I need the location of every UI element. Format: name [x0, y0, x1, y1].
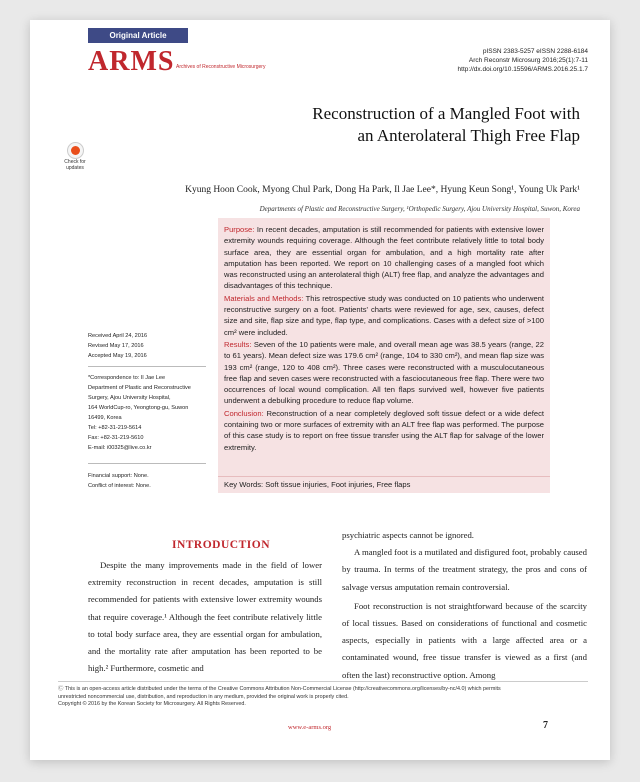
purpose-text: In recent decades, amputation is still recommended for patients with extensive lower extremity wounds requiring coverage. Although the feet contribute relatively little to total body surface area, they are essential organ for ambulation, and a high mortality rate after amputation has been reported. We report on 10 challenging cases of a mangled foot which was reconstructed using an anterolateral thigh (ALT) free flap, and analyze the advantages and disadvantages of this technique.: [224, 225, 544, 291]
methods-text: This retrospective study was conducted on 10 patients who underwent reconstructive surgery on a foot. Patients' charts were reviewed for age, sex, causes, defect size and site, flap size and type, flap type, and complications. Cases with a defect size of >100 cm² were included.: [224, 293, 544, 337]
sidebar-divider: [88, 463, 206, 464]
abstract-results: [224, 339, 544, 407]
results-text: Seven of the 10 patients were male, and overall mean age was 38.5 years (range, 22 to 61 years). Mean defect size was 179.6 cm² (range, 104 to 330 cm²), and mean flap size was 193 cm² (range, 120 to 408 cm²). Three cases were reconstructed with a musculocutaneous free flap and seven cases were reconstructed with a fasciocutaneous free flap. There were two occurrences of local wound complication. All ten flaps survived well, however five patients underwent a debulking procedure to reduce flap volume.: [224, 339, 544, 406]
correspondence-block: [88, 373, 191, 453]
keywords-text: Soft tissue injuries, Foot injuries, Free flaps: [265, 480, 411, 489]
correspondence-line: Surgery, Ajou University Hospital,: [88, 395, 171, 401]
introduction-heading: INTRODUCTION: [171, 539, 270, 551]
license-footnote: [58, 681, 588, 709]
conflict-of-interest: Conflict of interest: None.: [88, 483, 151, 489]
conclusion-text: Reconstruction of a near completely degloved soft tissue defect or a wide defect containing two or more surfaces of extremity with an ALT free flap was performed. The purpose of this case study is to report on free tissue transfer using the ALT flap for salvage of the lower extremity.: [224, 408, 544, 452]
accepted-date: Accepted May 19, 2016: [88, 353, 147, 359]
abstract-methods: [224, 293, 544, 338]
correspondence-email[interactable]: E-mail: i00325@live.co.kr: [88, 445, 152, 451]
purpose-label: Purpose:: [224, 225, 255, 234]
paragraph: Despite the many improvements made in the field of lower extremity reconstruction in recent decades, amputation is still recommended for patients with extensive lower extremity wounds that require coverage.¹ Although the feet contribute relatively little to total body surface area, they are essential organ for ambulation, and the mortality rate after amputation has been reported to be high.² Furthermore, cosmetic and: [88, 560, 322, 674]
abstract-box: [218, 218, 550, 493]
results-label: Results:: [224, 339, 252, 349]
title-line-2: an Anterolateral Thigh Free Flap: [357, 126, 580, 145]
body-column-left: [88, 557, 322, 677]
article-type-badge: Original Article: [88, 28, 188, 43]
keywords-box: [218, 476, 550, 493]
methods-label: Materials and Methods:: [224, 293, 304, 303]
check-for-updates-button[interactable]: [58, 142, 92, 176]
license-line: unrestricted noncommercial use, distribution, and reproduction in any medium, provided the original work is properly cited.: [58, 693, 349, 700]
sidebar-divider: [88, 366, 206, 367]
paragraph: A mangled foot is a mutilated and disfigured foot, probably caused by trauma. In terms of the treatment strategy, the pros and cons of salvage versus amputation remain controversial.: [342, 547, 587, 592]
crossmark-icon: [67, 142, 84, 159]
correspondence-author: *Correspondence to: Il Jae Lee: [88, 375, 166, 381]
article-page: [30, 20, 610, 760]
correspondence-line: Department of Plastic and Reconstructive: [88, 385, 191, 391]
paragraph: psychiatric aspects cannot be ignored.: [342, 530, 474, 540]
author-list: Kyung Hoon Cook, Myong Chul Park, Dong Ha Park, Il Jae Lee*, Hyung Keun Song¹, Young Uk Park¹: [185, 185, 580, 195]
revised-date: Revised May 17, 2016: [88, 343, 144, 349]
correspondence-line: 164 WorldCup-ro, Yeongtong-gu, Suwon: [88, 405, 189, 411]
financial-support: Financial support: None.: [88, 473, 149, 479]
doi-link[interactable]: http://dx.doi.org/10.15596/ARMS.2016.25.1.7: [457, 66, 588, 73]
article-title: [220, 103, 580, 147]
funding-block: [88, 471, 151, 491]
issn: pISSN 2383-5257 eISSN 2288-6184: [482, 48, 588, 55]
affiliations: Departments of Plastic and Reconstructive Surgery, ¹Orthopedic Surgery, Ajou University Hospital, Suwon, Korea: [259, 205, 580, 213]
article-dates: [88, 331, 147, 361]
journal-logo: ARMS: [88, 46, 175, 77]
journal-full-name: Archives of Reconstructive Microsurgery: [176, 64, 266, 70]
citation-block: [458, 47, 588, 74]
correspondence-fax: Fax: +82-31-219-5610: [88, 435, 144, 441]
abstract-conclusion: [224, 408, 544, 453]
license-line: Ⓒ This is an open-access article distributed under the terms of the Creative Commons Attribution Non-Commercial License (http://creativecommons.org/licenses/by-nc/4.0) which permits: [58, 686, 501, 692]
body-column-right: [342, 527, 587, 684]
received-date: Received April 24, 2016: [88, 333, 148, 339]
check-for-updates-label: Check for updates: [64, 159, 86, 171]
page-number: 7: [543, 720, 548, 731]
title-line-1: Reconstruction of a Mangled Foot with: [312, 104, 580, 123]
conclusion-label: Conclusion:: [224, 408, 264, 418]
keywords-label: Key Words:: [224, 480, 264, 489]
journal-website-link[interactable]: www.e-arms.org: [288, 724, 332, 731]
correspondence-tel: Tel: +82-31-219-5614: [88, 425, 142, 431]
abstract-purpose: [224, 224, 544, 292]
copyright-line: Copyright © 2016 by the Korean Society for Microsurgery. All Rights Reserved.: [58, 701, 246, 707]
correspondence-line: 16499, Korea: [88, 415, 122, 421]
citation: Arch Reconstr Microsurg 2016;25(1):7-11: [468, 57, 588, 64]
paragraph: Foot reconstruction is not straightforward because of the scarcity of local tissues. Based on considerations of functional and cosmetic aspects, especially in patients with a large affected area or a contaminated wound, free tissue transfer is viewed as a first (and often the last) reconstructive option. Among: [342, 600, 587, 680]
